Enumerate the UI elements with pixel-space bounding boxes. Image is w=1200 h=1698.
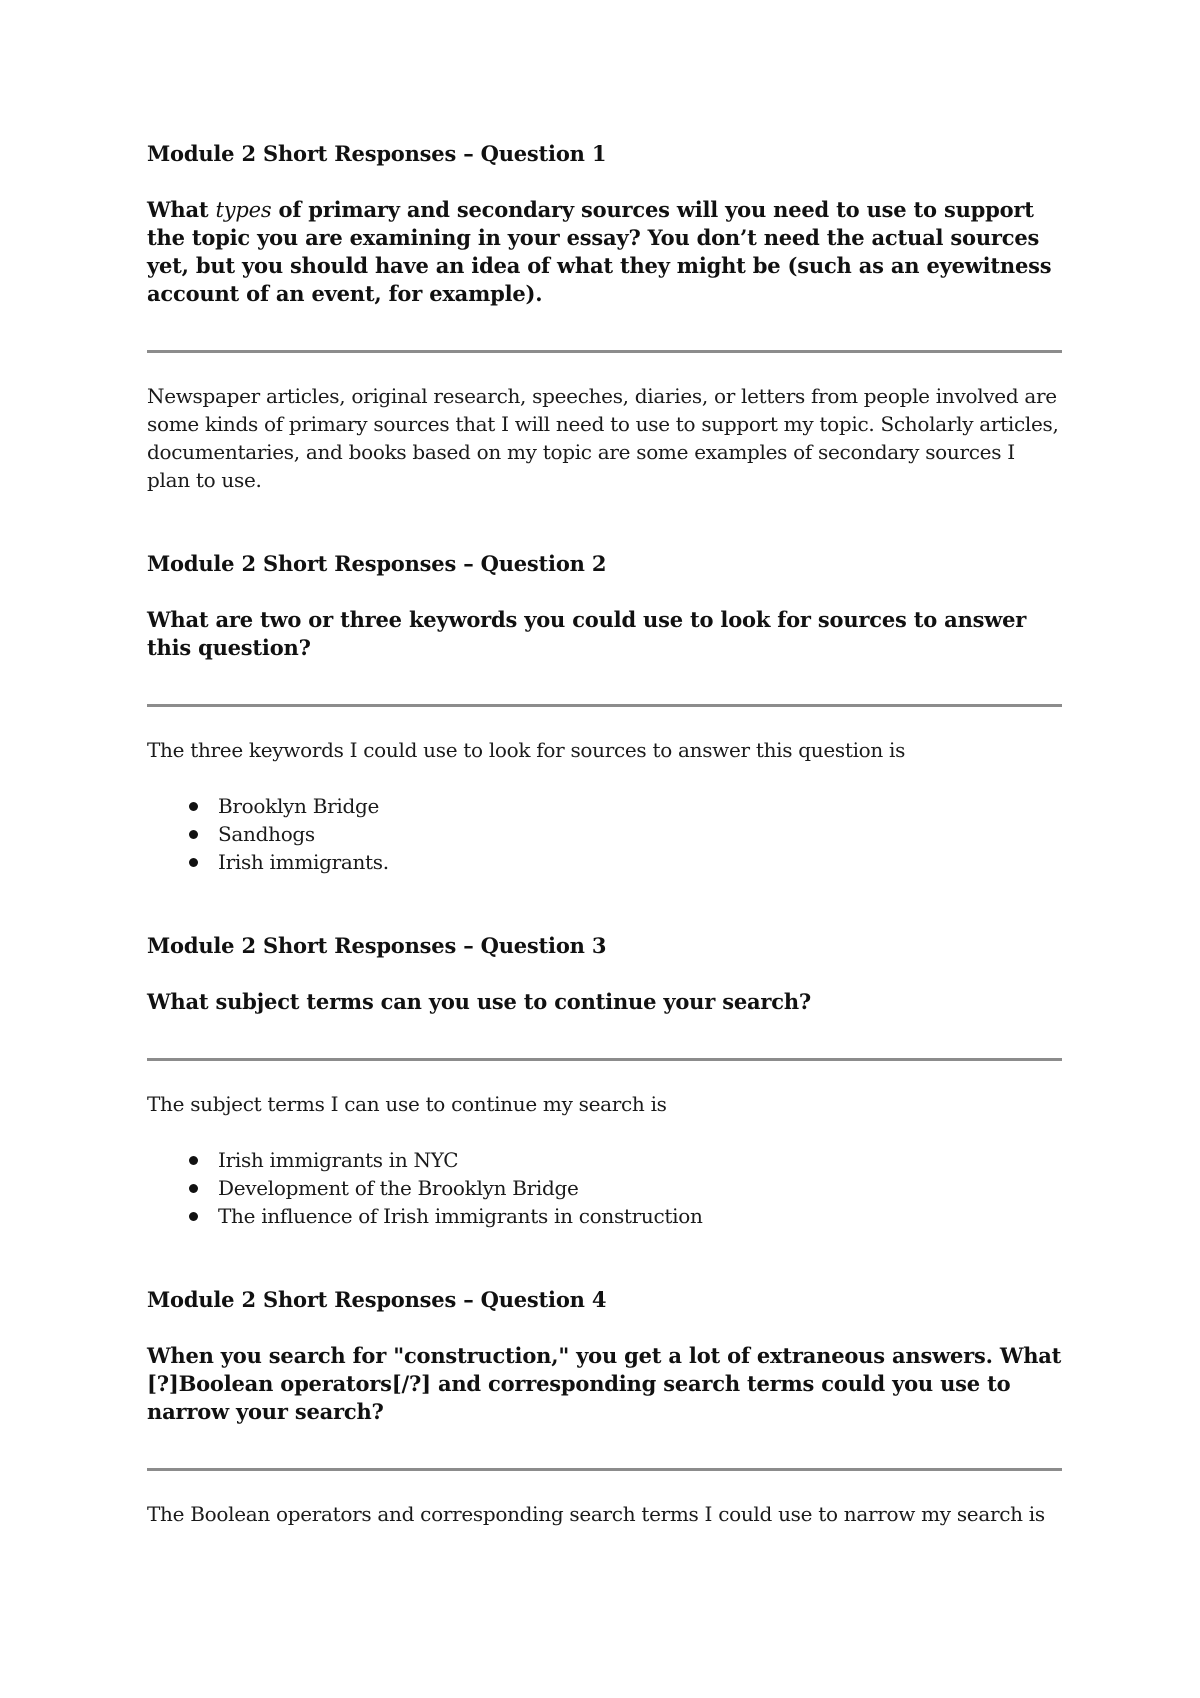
bullet-icon: [189, 1156, 198, 1165]
bullet-icon: [189, 1212, 198, 1221]
list-item-text: Irish immigrants in NYC: [218, 1148, 459, 1172]
question-2-section: [147, 550, 1062, 876]
question-1-section: [147, 140, 1062, 494]
bullet-icon: [189, 858, 198, 867]
question-3-prompt: What subject terms can you use to continue your search?: [147, 989, 812, 1014]
question-4-section: [147, 1286, 1062, 1528]
list-item-text: Brooklyn Bridge: [218, 794, 379, 818]
list-item: [218, 820, 1062, 848]
list-item: [218, 1202, 1062, 1230]
question-3-subject-list: [147, 1146, 1062, 1230]
question-1-prompt-end: of primary and secondary sources will you need to use to support the topic you are examining in your essay? You don’t need the actual sources yet, but you should have an idea of what they might be (such as an eyewitness account of an event, for example).: [147, 197, 1052, 306]
question-3-heading: Module 2 Short Responses – Question 3: [147, 933, 607, 958]
question-3-section: [147, 932, 1062, 1230]
question-1-heading: Module 2 Short Responses – Question 1: [147, 141, 607, 166]
bullet-icon: [189, 830, 198, 839]
question-4-heading: Module 2 Short Responses – Question 4: [147, 1287, 607, 1312]
question-1-divider: [147, 350, 1062, 353]
bullet-icon: [189, 802, 198, 811]
question-2-answer: The three keywords I could use to look for sources to answer this question is: [147, 738, 906, 762]
question-3-divider: [147, 1058, 1062, 1061]
document-page: [147, 140, 1062, 1528]
question-1-prompt-emphasis: types: [215, 198, 272, 222]
list-item: [218, 792, 1062, 820]
list-item-text: Irish immigrants.: [218, 850, 389, 874]
question-2-keyword-list: [147, 792, 1062, 876]
question-4-divider: [147, 1468, 1062, 1471]
bullet-icon: [189, 1184, 198, 1193]
question-1-prompt: [147, 196, 1062, 308]
question-2-heading: Module 2 Short Responses – Question 2: [147, 551, 607, 576]
question-4-answer: The Boolean operators and corresponding search terms I could use to narrow my search is: [147, 1502, 1045, 1526]
list-item: [218, 848, 1062, 876]
question-3-answer: The subject terms I can use to continue my search is: [147, 1092, 667, 1116]
question-4-prompt: When you search for "construction," you get a lot of extraneous answers. What [?]Boolean operators[/?] and corresponding search terms could you use to narrow your search?: [147, 1343, 1062, 1424]
list-item-text: Sandhogs: [218, 822, 315, 846]
list-item-text: Development of the Brooklyn Bridge: [218, 1176, 579, 1200]
question-1-answer: Newspaper articles, original research, speeches, diaries, or letters from people involved are some kinds of primary sources that I will need to use to support my topic. Scholarly articles, documentaries, and books based on my topic are some examples of secondary sources I plan to use.: [147, 384, 1059, 492]
question-1-prompt-start: What: [147, 197, 216, 222]
list-item-text: The influence of Irish immigrants in construction: [218, 1204, 703, 1228]
list-item: [218, 1174, 1062, 1202]
list-item: [218, 1146, 1062, 1174]
question-2-prompt: What are two or three keywords you could use to look for sources to answer this question?: [147, 607, 1027, 660]
question-2-divider: [147, 704, 1062, 707]
